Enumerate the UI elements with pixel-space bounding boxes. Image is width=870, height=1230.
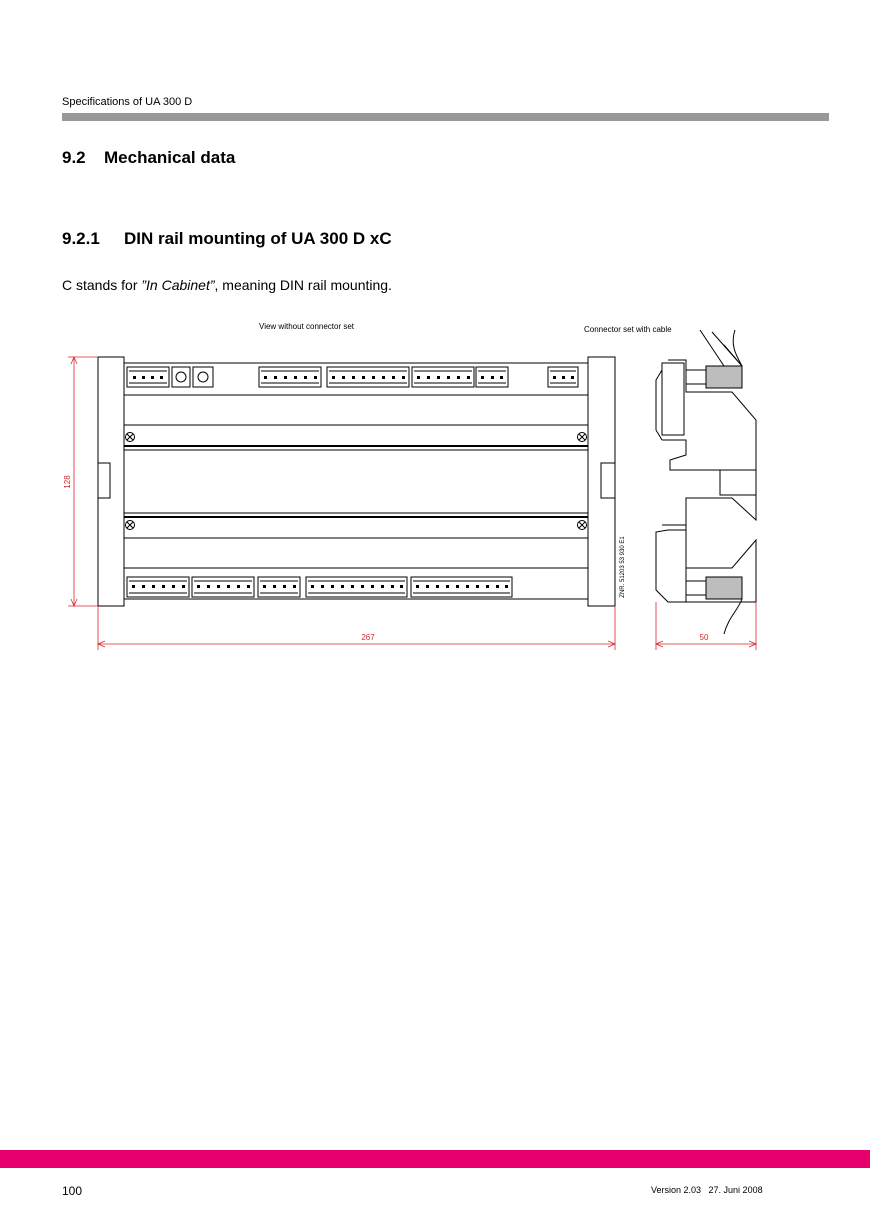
footer-bar (0, 1150, 870, 1168)
section-number: 9.2 (62, 148, 86, 167)
subsection-number: 9.2.1 (62, 229, 100, 248)
side-connector-bottom (686, 577, 742, 634)
page-number: 100 (62, 1184, 83, 1198)
screw-icon (126, 433, 135, 442)
subsection-title: DIN rail mounting of UA 300 D xC (124, 229, 392, 248)
body-emphasis: ”In Cabinet” (141, 277, 215, 293)
bottom-connector-pins (132, 585, 508, 588)
body-suffix: , meaning DIN rail mounting. (214, 277, 392, 293)
screw-icon (578, 433, 587, 442)
left-end-cap (98, 357, 124, 606)
running-header: Specifications of UA 300 D (62, 96, 193, 108)
housing-body (124, 363, 588, 599)
version-info: Version 2.03 27. Juni 2008 (651, 1185, 763, 1195)
side-view-label: Connector set with cable (584, 325, 672, 334)
body-prefix: C stands for (62, 277, 142, 293)
right-clip (601, 463, 615, 498)
drawing-number: ZNR. 51203 53 930 E1 (620, 536, 626, 598)
width-dimension: 267 (361, 633, 375, 642)
screw-icon (126, 521, 135, 530)
depth-dimension: 50 (699, 633, 709, 642)
left-clip (98, 463, 110, 498)
height-dimension: 128 (63, 475, 72, 489)
section-title: Mechanical data (104, 148, 236, 167)
dimension-lines (68, 357, 756, 650)
front-view-label: View without connector set (259, 322, 355, 331)
screw-icon (578, 521, 587, 530)
side-connector-top (686, 330, 742, 388)
side-view (656, 330, 756, 634)
front-view (98, 357, 615, 606)
